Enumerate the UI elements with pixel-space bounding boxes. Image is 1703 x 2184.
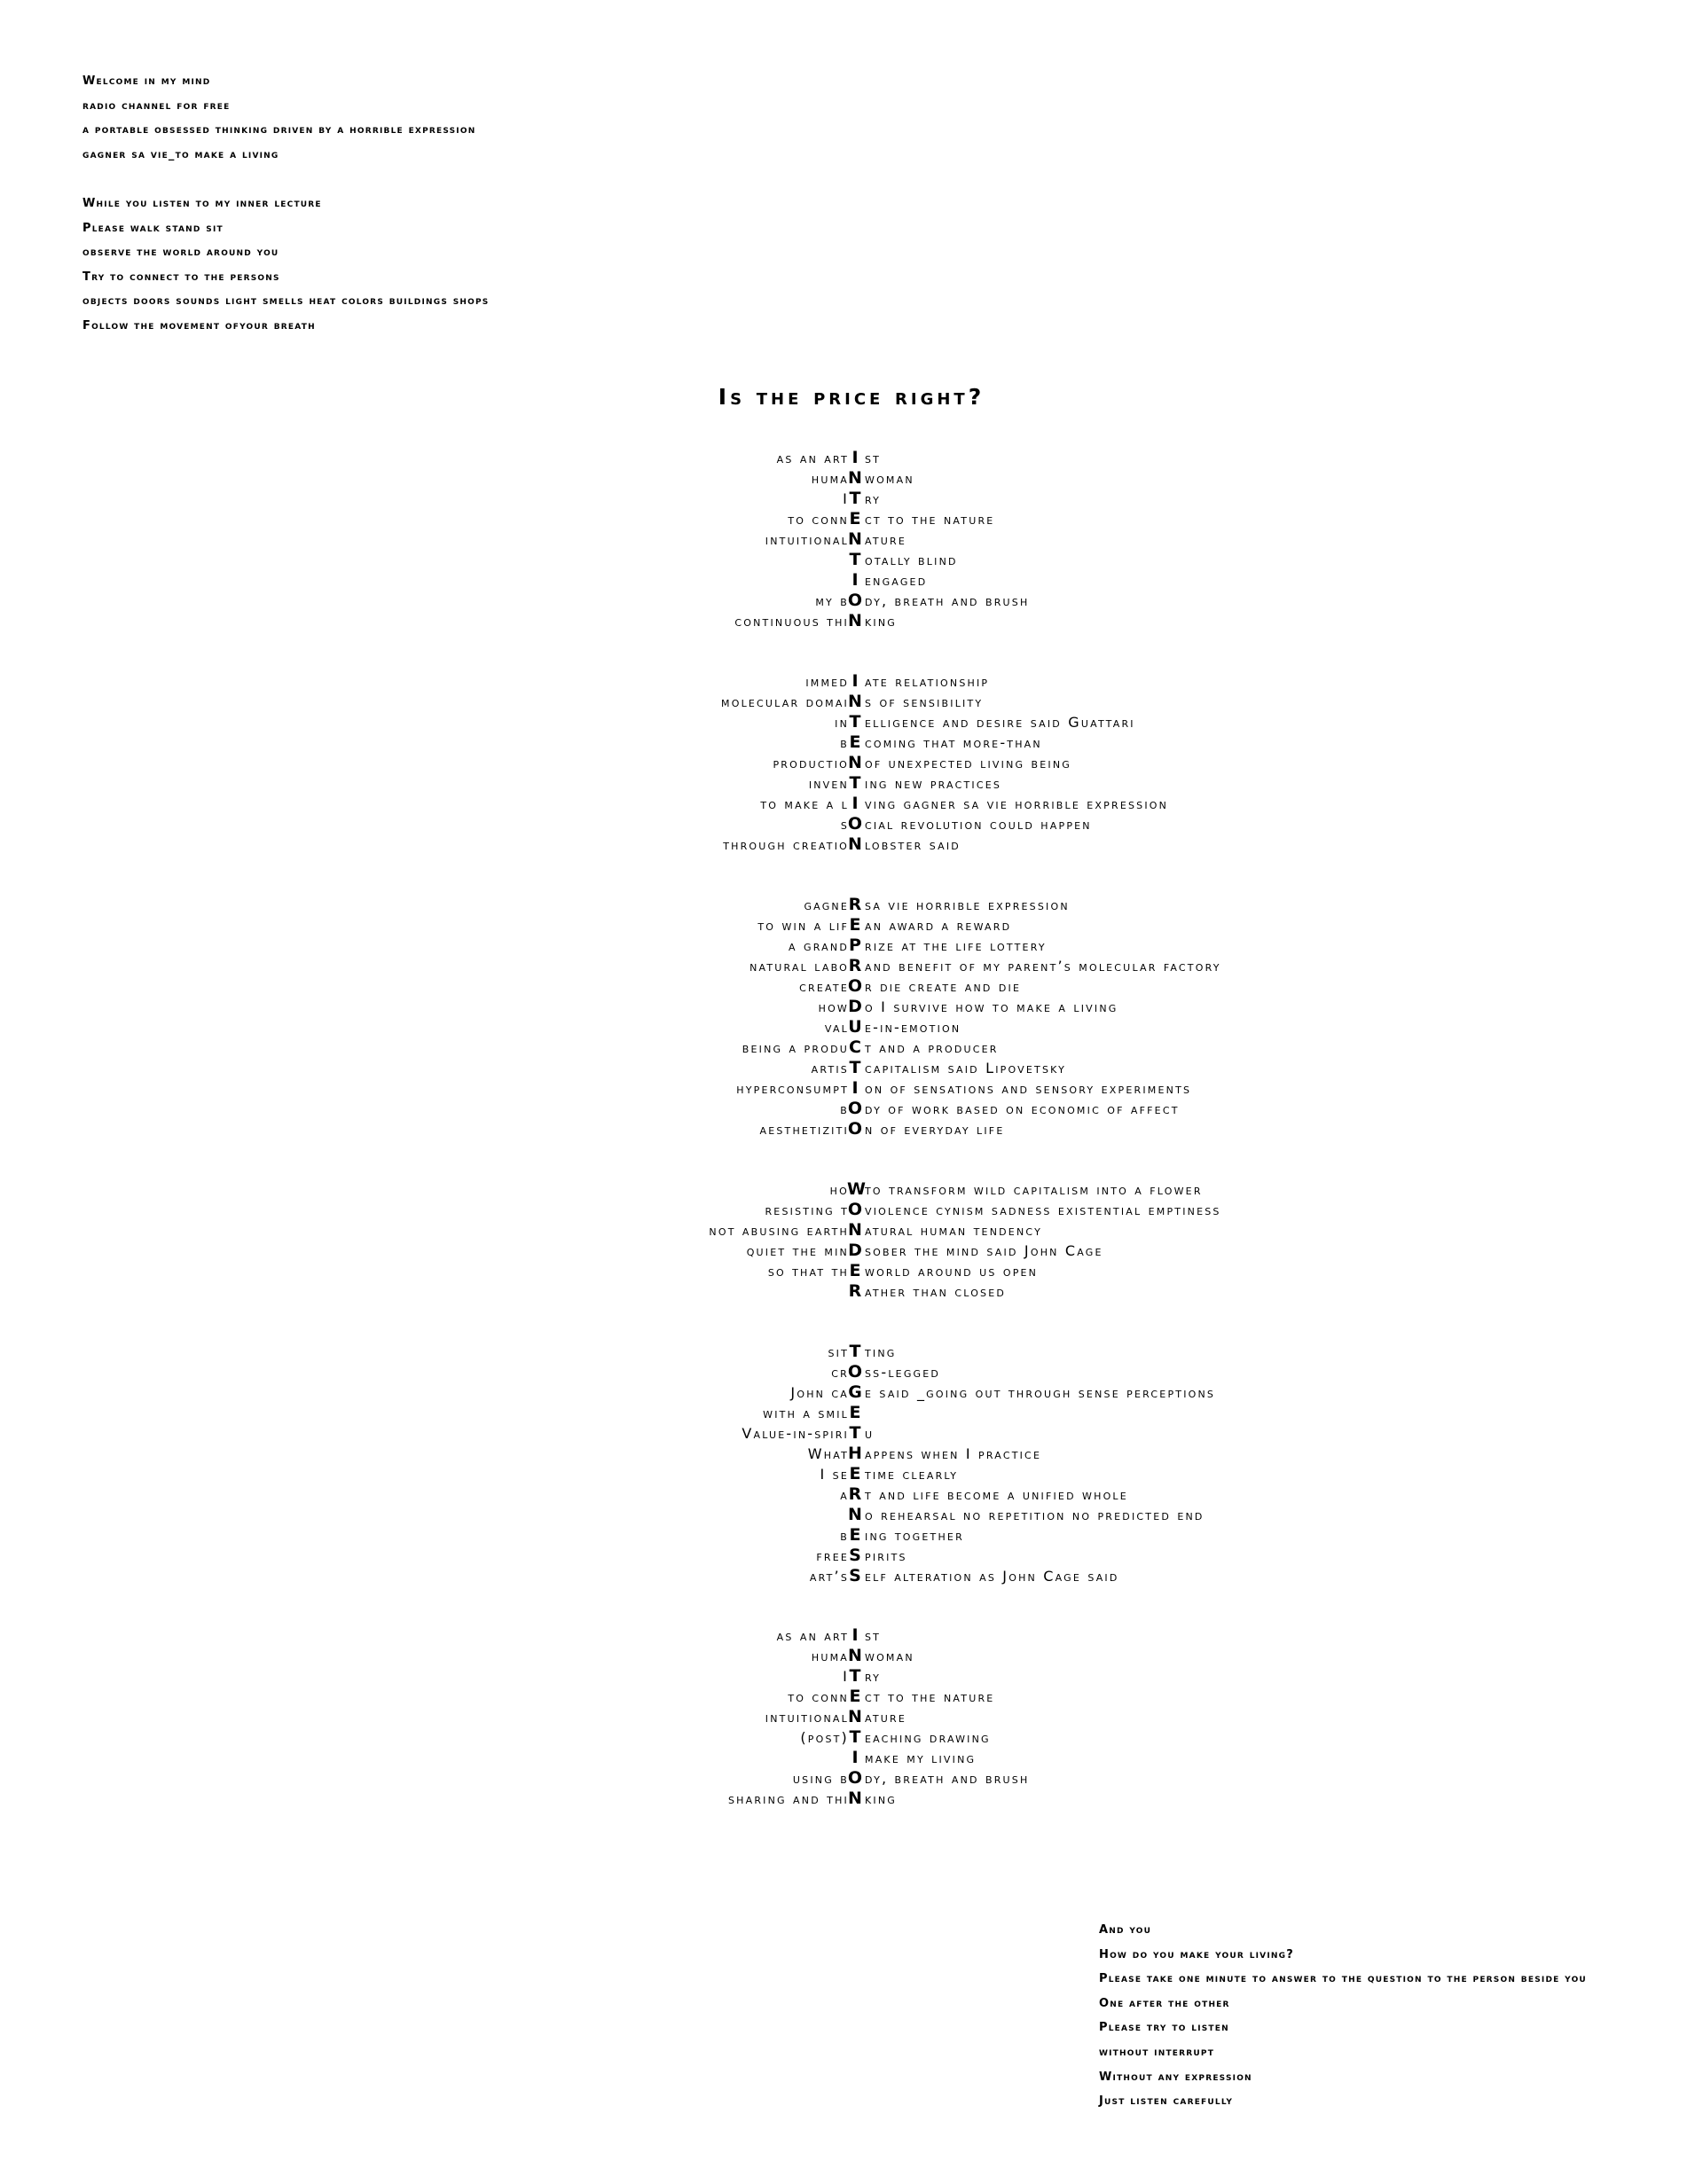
line-suffix: ct to the nature <box>865 511 995 528</box>
line-suffix: dy, breath and brush <box>865 592 1030 609</box>
acrostic-letter: I <box>852 1748 859 1767</box>
line-suffix: appens when I practice <box>865 1445 1042 1462</box>
poem-line <box>0 570 1703 591</box>
poem-line <box>0 529 1703 550</box>
line-suffix: world around us open <box>865 1263 1039 1280</box>
line-prefix: b <box>840 1527 849 1544</box>
poem-line <box>0 935 1703 956</box>
poem-line <box>0 773 1703 794</box>
line-prefix: s <box>840 816 849 833</box>
poem-line <box>0 591 1703 611</box>
intro-spacer <box>82 167 489 192</box>
line-suffix: o rehearsal no repetition no predicted end <box>865 1507 1205 1523</box>
line-prefix: ho <box>829 1181 849 1198</box>
line-suffix: ature <box>865 1709 907 1726</box>
line-suffix: r die create and die <box>865 978 1022 995</box>
outro-line: Without any expression <box>1099 2070 1252 2084</box>
poem-line <box>0 1261 1703 1281</box>
acrostic-letter: N <box>848 753 862 772</box>
line-suffix: o I survive how to make a living <box>865 998 1118 1015</box>
line-prefix: a grand <box>789 937 849 954</box>
poem-line <box>0 997 1703 1017</box>
acrostic-letter: I <box>852 448 859 467</box>
acrostic-letter: N <box>848 692 862 711</box>
poem-line <box>0 915 1703 935</box>
line-prefix: in <box>835 714 849 731</box>
line-prefix: to make a l <box>760 795 849 812</box>
poem-line <box>0 1200 1703 1220</box>
poem-line <box>0 956 1703 976</box>
line-prefix: John ca <box>790 1384 849 1401</box>
acrostic-letter: O <box>847 814 863 834</box>
line-suffix: st <box>865 450 882 466</box>
outro-line: Please take one minute to answer to the question to the person beside you <box>1099 1972 1587 1986</box>
acrostic-letter: E <box>849 915 861 935</box>
line-suffix: ct to the nature <box>865 1688 995 1705</box>
poem-line <box>0 1362 1703 1382</box>
line-prefix: productio <box>773 755 849 771</box>
poem-line <box>0 895 1703 915</box>
acrostic-letter: T <box>849 1423 861 1443</box>
acrostic-letter: O <box>847 591 863 610</box>
poem-line <box>0 1748 1703 1768</box>
acrostic-letter: S <box>849 1546 861 1565</box>
line-prefix: inven <box>808 775 849 792</box>
acrostic-letter: R <box>848 956 862 975</box>
acrostic-stanza-6 <box>0 1625 1703 1809</box>
poem-line <box>0 550 1703 570</box>
line-prefix: so that th <box>767 1263 849 1280</box>
line-suffix: on of sensations and sensory experiments <box>865 1080 1192 1097</box>
poem-line <box>0 1727 1703 1748</box>
line-prefix: to win a lif <box>757 917 849 934</box>
acrostic-letter: R <box>848 1281 862 1301</box>
line-suffix: cial revolution could happen <box>865 816 1092 833</box>
outro-line: How do you make your living? <box>1099 1947 1294 1961</box>
acrostic-letter: I <box>852 671 859 691</box>
line-prefix: immed <box>805 673 849 690</box>
acrostic-letter: E <box>849 509 861 528</box>
poem-line <box>0 834 1703 855</box>
poem-line <box>0 1546 1703 1566</box>
poem-line <box>0 509 1703 529</box>
acrostic-letter: C <box>849 1037 861 1057</box>
acrostic-letter: R <box>848 895 862 914</box>
acrostic-letter: T <box>849 1058 861 1077</box>
poem-line <box>0 976 1703 997</box>
line-suffix: st <box>865 1627 882 1644</box>
outro-line: And you <box>1099 1923 1152 1937</box>
acrostic-letter: T <box>849 1342 861 1361</box>
intro-line: Please walk stand sit <box>82 221 224 235</box>
line-suffix: ry <box>865 490 882 507</box>
poem-line <box>0 448 1703 468</box>
line-prefix: as an art <box>776 450 849 466</box>
outro-text-block <box>1099 1918 1587 2114</box>
line-prefix: to conn <box>788 1688 849 1705</box>
acrostic-letter: T <box>849 550 861 569</box>
line-prefix: intuitional <box>765 1709 849 1726</box>
outro-line: Please try to listen <box>1099 2021 1229 2035</box>
acrostic-letter: N <box>848 1707 862 1726</box>
line-prefix: quiet the min <box>746 1242 849 1259</box>
line-suffix: e said _going out through sense perceptions <box>865 1384 1216 1401</box>
intro-line: Try to connect to the persons <box>82 270 280 284</box>
line-prefix: through creatio <box>723 836 849 853</box>
acrostic-letter: S <box>849 1566 861 1585</box>
poem-line <box>0 1666 1703 1687</box>
poem-line <box>0 1687 1703 1707</box>
acrostic-letter: E <box>849 1687 861 1706</box>
poem-line <box>0 1058 1703 1078</box>
acrostic-letter: I <box>852 1078 859 1098</box>
line-suffix: ing new practices <box>865 775 1002 792</box>
poem-line <box>0 814 1703 834</box>
line-prefix: b <box>840 734 849 751</box>
intro-line: Follow the movement ofyour breath <box>82 318 316 333</box>
acrostic-letter: N <box>848 1789 862 1808</box>
line-suffix: an award a reward <box>865 917 1012 934</box>
line-suffix: elligence and desire said Guattari <box>865 714 1135 731</box>
poem-line <box>0 794 1703 814</box>
poem-line <box>0 1444 1703 1464</box>
line-suffix: t and a producer <box>865 1039 999 1056</box>
line-prefix: art’s <box>809 1568 849 1585</box>
intro-line: gagner sa vie_to make a living <box>82 147 279 161</box>
acrostic-letter: T <box>849 1666 861 1686</box>
line-suffix: engaged <box>865 572 928 589</box>
poem-line <box>0 1423 1703 1444</box>
poem-line <box>0 1484 1703 1505</box>
intro-line: a portable obsessed thinking driven by a horrible expression <box>82 123 476 137</box>
line-prefix: create <box>799 978 849 995</box>
acrostic-letter: E <box>849 732 861 752</box>
line-prefix: a <box>840 1486 849 1503</box>
line-prefix: my b <box>815 592 849 609</box>
poem-line <box>0 1403 1703 1423</box>
line-suffix: king <box>865 1790 898 1807</box>
acrostic-stanza-3 <box>0 895 1703 1139</box>
line-suffix: ing together <box>865 1527 964 1544</box>
line-suffix: ature <box>865 531 907 548</box>
acrostic-stanza-2 <box>0 671 1703 855</box>
line-suffix: dy, breath and brush <box>865 1770 1030 1787</box>
line-suffix: elf alteration as John Cage said <box>865 1568 1119 1585</box>
poem-line <box>0 1037 1703 1058</box>
acrostic-letter: T <box>849 1727 861 1747</box>
acrostic-letter: O <box>847 1362 863 1382</box>
acrostic-letter: O <box>847 1200 863 1219</box>
line-prefix: with a smil <box>763 1405 849 1421</box>
poem-line <box>0 1382 1703 1403</box>
poem-line <box>0 1179 1703 1200</box>
acrostic-letter: I <box>852 794 859 813</box>
line-prefix: gagne <box>804 896 849 913</box>
line-suffix: ate relationship <box>865 673 990 690</box>
line-suffix: n of everyday life <box>865 1121 1005 1138</box>
intro-text-block <box>82 69 489 339</box>
line-prefix: to conn <box>788 511 849 528</box>
line-suffix: eaching drawing <box>865 1729 991 1746</box>
acrostic-stanza-4 <box>0 1179 1703 1302</box>
line-suffix: woman <box>865 470 914 487</box>
line-suffix: make my living <box>865 1750 977 1766</box>
line-suffix: king <box>865 613 898 630</box>
line-prefix: I <box>843 1668 849 1685</box>
poem-title: Is the price right? <box>718 384 985 410</box>
line-prefix: as an art <box>776 1627 849 1644</box>
line-prefix: continuous thi <box>734 613 849 630</box>
line-prefix: resisting t <box>765 1202 849 1218</box>
line-prefix: not abusing earth <box>709 1222 849 1239</box>
acrostic-letter: P <box>849 935 861 955</box>
line-prefix: (post) <box>800 1729 849 1746</box>
acrostic-letter: D <box>848 1241 862 1260</box>
outro-line: Just listen carefully <box>1099 2094 1234 2109</box>
poem-line <box>0 671 1703 692</box>
line-suffix: and benefit of my parent’s molecular factory <box>865 958 1221 975</box>
poem-line <box>0 692 1703 712</box>
line-suffix: capitalism said Lipovetsky <box>865 1060 1067 1076</box>
line-suffix: sober the mind said John Cage <box>865 1242 1103 1259</box>
acrostic-letter: E <box>849 1403 861 1422</box>
outro-line: without interrupt <box>1099 2045 1215 2059</box>
line-suffix: ry <box>865 1668 882 1685</box>
poem-line <box>0 753 1703 773</box>
line-prefix: I se <box>820 1466 849 1483</box>
line-prefix: huma <box>811 470 849 487</box>
poem-line <box>0 611 1703 631</box>
line-prefix: intuitional <box>765 531 849 548</box>
line-suffix: otally blind <box>865 552 958 568</box>
poem-line <box>0 732 1703 753</box>
line-suffix: ting <box>865 1343 897 1360</box>
intro-line: While you listen to my inner lecture <box>82 196 322 210</box>
acrostic-letter: N <box>848 529 862 549</box>
line-suffix: pirits <box>865 1547 907 1564</box>
acrostic-letter: E <box>849 1525 861 1545</box>
acrostic-letter: N <box>848 1646 862 1665</box>
line-suffix: violence cynism sadness existential emptiness <box>865 1202 1221 1218</box>
line-suffix: dy of work based on economic of affect <box>865 1100 1180 1117</box>
line-prefix: free <box>816 1547 849 1564</box>
acrostic-letter: O <box>847 976 863 996</box>
acrostic-letter: R <box>848 1484 862 1504</box>
acrostic-letter: D <box>848 997 862 1016</box>
poem-line <box>0 468 1703 489</box>
poem-line <box>0 1505 1703 1525</box>
line-suffix: s of sensibility <box>865 693 984 710</box>
line-suffix: t and life become a unified whole <box>865 1486 1128 1503</box>
poem-line <box>0 1281 1703 1302</box>
intro-line: Welcome in my mind <box>82 74 211 88</box>
poem-line <box>0 1646 1703 1666</box>
line-suffix: ather than closed <box>865 1283 1007 1300</box>
acrostic-stanza-5 <box>0 1342 1703 1586</box>
poem-line <box>0 1220 1703 1241</box>
acrostic-letter: I <box>852 570 859 590</box>
poem-line <box>0 1789 1703 1809</box>
line-prefix: val <box>824 1019 849 1036</box>
intro-line: objects doors sounds light smells heat colors buildings shops <box>82 294 490 309</box>
line-prefix: artis <box>811 1060 849 1076</box>
line-prefix: aesthetiziti <box>759 1121 849 1138</box>
poem-line <box>0 1342 1703 1362</box>
acrostic-letter: N <box>848 1505 862 1524</box>
line-suffix: of unexpected living being <box>865 755 1071 771</box>
acrostic-letter: N <box>848 611 862 630</box>
line-prefix: cr <box>831 1364 849 1381</box>
poem-line <box>0 1566 1703 1586</box>
acrostic-letter: I <box>852 1625 859 1645</box>
poem-line <box>0 1464 1703 1484</box>
poem-line <box>0 489 1703 509</box>
line-suffix: rize at the life lottery <box>865 937 1047 954</box>
line-prefix: sharing and thi <box>727 1790 849 1807</box>
line-suffix: woman <box>865 1648 914 1664</box>
intro-line: radio channel for free <box>82 98 231 113</box>
acrostic-letter: W <box>847 1179 866 1199</box>
line-suffix: to transform wild capitalism into a flower <box>865 1181 1203 1198</box>
acrostic-letter: N <box>848 834 862 854</box>
line-suffix: sa vie horrible expression <box>865 896 1070 913</box>
acrostic-letter: U <box>848 1017 862 1037</box>
poem-line <box>0 1017 1703 1037</box>
poem-line <box>0 1768 1703 1789</box>
intro-line: observe the world around you <box>82 246 279 260</box>
line-prefix: natural labo <box>749 958 849 975</box>
line-suffix: time clearly <box>865 1466 959 1483</box>
line-suffix: e-in-emotion <box>865 1019 961 1036</box>
line-prefix: I <box>843 490 849 507</box>
poem-line <box>0 1078 1703 1099</box>
line-suffix: ss-legged <box>865 1364 941 1381</box>
acrostic-letter: H <box>848 1444 862 1463</box>
line-suffix: u <box>865 1425 875 1442</box>
line-prefix: huma <box>811 1648 849 1664</box>
acrostic-letter: O <box>847 1768 863 1788</box>
line-prefix: sit <box>828 1343 849 1360</box>
acrostic-letter: T <box>849 489 861 508</box>
acrostic-letter: E <box>849 1464 861 1483</box>
poem-line <box>0 1525 1703 1546</box>
acrostic-letter: N <box>848 468 862 488</box>
line-suffix: lobster said <box>865 836 961 853</box>
line-prefix: using b <box>792 1770 849 1787</box>
poem-line <box>0 712 1703 732</box>
poem-line <box>0 1099 1703 1119</box>
poem-line <box>0 1119 1703 1139</box>
line-prefix: b <box>840 1100 849 1117</box>
acrostic-letter: O <box>847 1099 863 1118</box>
poem-line <box>0 1707 1703 1727</box>
line-prefix: hyperconsumpt <box>736 1080 849 1097</box>
outro-line: One after the other <box>1099 1996 1230 2010</box>
line-prefix: molecular domai <box>721 693 849 710</box>
line-suffix: coming that more-than <box>865 734 1042 751</box>
poem-line <box>0 1625 1703 1646</box>
acrostic-letter: N <box>848 1220 862 1240</box>
acrostic-stanza-1 <box>0 448 1703 631</box>
acrostic-letter: T <box>849 773 861 793</box>
line-prefix: Value-in-spiri <box>742 1425 849 1442</box>
acrostic-letter: T <box>849 712 861 732</box>
acrostic-letter: E <box>849 1261 861 1280</box>
line-suffix: atural human tendency <box>865 1222 1042 1239</box>
poem-line <box>0 1241 1703 1261</box>
line-prefix: being a produ <box>742 1039 849 1056</box>
acrostic-letter: O <box>847 1119 863 1139</box>
line-prefix: how <box>818 998 849 1015</box>
line-prefix: What <box>807 1445 849 1462</box>
acrostic-letter: G <box>848 1382 862 1402</box>
line-suffix: ving gagner sa vie horrible expression <box>865 795 1169 812</box>
